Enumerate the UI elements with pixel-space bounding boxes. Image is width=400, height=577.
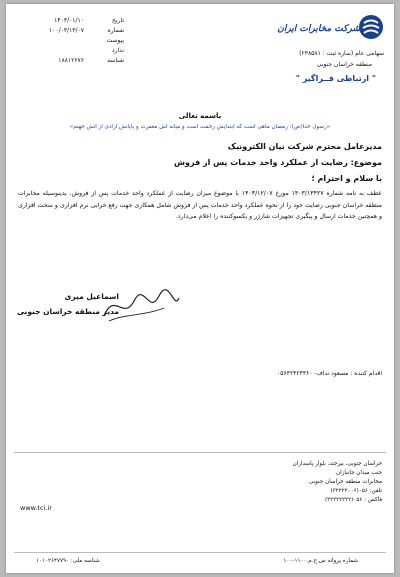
- address-line: مخابرات منطقه خراسان جنوبی: [308, 479, 382, 485]
- meta-label: شماره: [107, 27, 124, 34]
- address-line: جنب میدان جانبازان: [336, 470, 382, 476]
- letter-page: [6, 4, 394, 573]
- address-block: [293, 460, 382, 505]
- signer-name: اسماعیل میری: [64, 292, 119, 301]
- website-link[interactable]: www.tci.ir: [20, 504, 52, 512]
- bottom-divider: [14, 552, 386, 553]
- meta-number: [14, 26, 124, 36]
- meta-label: ندارد: [111, 47, 124, 54]
- meta-value: ۱۴۰۳/۰۱/۱۰: [54, 17, 84, 24]
- tci-logo-icon: [358, 14, 384, 40]
- shareholder-note: سهامی عام (سازه ثبت : ۲۳۸۵۸۱): [299, 50, 384, 57]
- letter-body: عطف به نامه شماره ۱۴۰۳/۱۳۴۲۷ مورخ ۱۴۰۳/۱۲/۰۷ با موضوع میزان رضایت از عملکرد واحد خدمات پس از فروش، بدینوسیله مخابرات منطقه خراسان جنوبی رضایت خود را از نحوه عملکرد واحد خدمات پس از فروش شامل همکاری جهت رفع خرابی نرم افزاری و سخت افزاری و همچنین خدمات ارسال و پیگیری تجهیزات شارژر و یکسوکننده را اعلام می‌دارد.: [18, 190, 382, 220]
- meta-label: شناسه: [107, 57, 124, 64]
- meta-date: [14, 16, 124, 26]
- address-line: خراسان جنوبی، بیرجند، بلوار پاسداران: [292, 461, 382, 467]
- meta-id: [14, 56, 124, 66]
- phone-line: تلفن: ۰۵۶(۳۲۲۲۲۰۰۶): [330, 488, 382, 494]
- footer-divider: [14, 452, 386, 453]
- meta-attachment: [14, 36, 124, 46]
- hadith-quote: «رسول خدا(ص): رمضان ماهی است که ابتدایش رحمت است و میانه اش مغفرت و پایانش آزادی از آتش جهنم»: [69, 124, 331, 130]
- region-name: منطقه خراسان جنوبی: [316, 61, 372, 68]
- national-id: شناسه ملی: ۱۰۱۰۲۶۴۷۷۹۰: [36, 558, 100, 564]
- meta-value: ۱۰۰/۰۴/۱۳/۰۷: [48, 27, 84, 34]
- divine-name: باسمه تعالی: [178, 112, 222, 120]
- subject-line: موضوع: رضایت از عملکرد واحد خدمات پس از فروش: [173, 158, 382, 167]
- registration-number: شماره پروانه س.ح.م.۱۱۰۰-۱۰۰: [283, 558, 358, 564]
- meta-value: ۱۸۸۱۲۶۷۶: [58, 57, 84, 64]
- recipient: مدیرعامل محترم شرکت نیان الکترونیک: [227, 142, 382, 151]
- meta-label: پیوست: [106, 37, 124, 44]
- signer-title: مدیر منطقه خراسان جنوبی: [16, 307, 119, 316]
- letter-meta: [14, 16, 124, 66]
- company-name: شرکت مخابرات ایران: [277, 24, 360, 34]
- fax-line: فاکس : ۰۵۶(۳۲۲۲۲۲۲۲): [324, 497, 382, 503]
- meta-none: [14, 46, 124, 56]
- greeting: با سلام و احترام ؛: [311, 174, 382, 183]
- slogan: " ارتباطی فــراگیر ": [295, 74, 376, 83]
- meta-label: تاریخ: [112, 17, 124, 24]
- action-by: اقدام کننده : مسعود نداف- ۰۵۶۳۲۴۲۴۴۶۰: [277, 370, 382, 377]
